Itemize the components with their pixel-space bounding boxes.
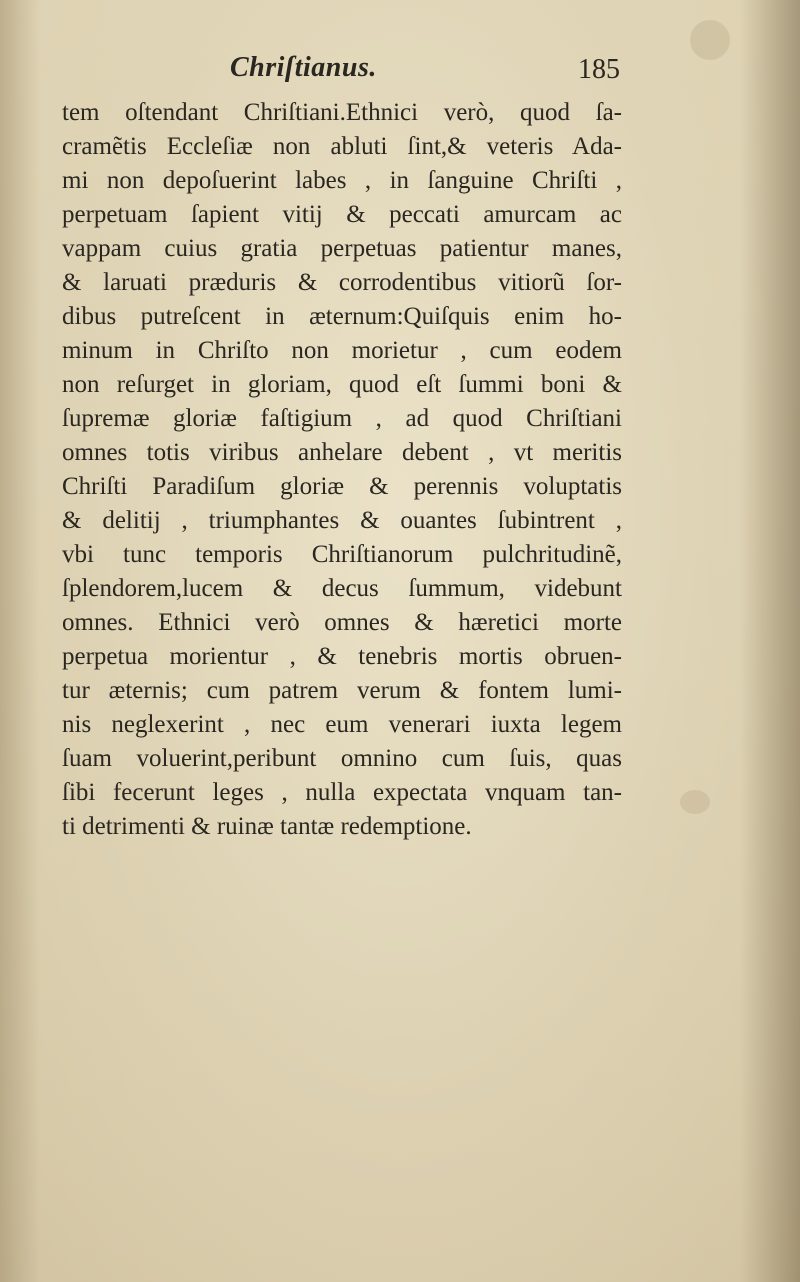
text-line: ſplendorem,lucem & decus ſummum, videbunt <box>62 575 622 602</box>
text-line: Chriſti Paradiſum gloriæ & perennis voluptatis <box>62 473 622 500</box>
running-title: Chriſtianus. <box>230 52 377 83</box>
page-number: 185 <box>578 54 620 85</box>
text-line: tur æternis; cum patrem verum & fontem lumi- <box>62 677 622 704</box>
text-line: ti detrimenti & ruinæ tantæ redemptione. <box>62 813 472 840</box>
text-line: & laruati præduris & corrodentibus vitiorũ ſor- <box>62 269 622 296</box>
text-line: nis neglexerint , nec eum venerari iuxta legem <box>62 711 622 738</box>
text-line: non reſurget in gloriam, quod eſt ſummi boni & <box>62 371 622 398</box>
text-line: perpetua morientur , & tenebris mortis obruen- <box>62 643 622 670</box>
text-line: vbi tunc temporis Chriſtianorum pulchritudinẽ, <box>62 541 622 568</box>
paper-stain <box>690 20 730 60</box>
page-header <box>60 52 620 92</box>
text-line: vappam cuius gratia perpetuas patientur manes, <box>62 235 622 262</box>
text-line: tem oſtendant Chriſtiani.Ethnici verò, quod ſa- <box>62 99 622 126</box>
text-line: ſupremæ gloriæ faſtigium , ad quod Chriſtiani <box>62 405 622 432</box>
text-line: ſuam voluerint,peribunt omnino cum ſuis, quas <box>62 745 622 772</box>
text-line: omnes totis viribus anhelare debent , vt meritis <box>62 439 622 466</box>
text-line: & delitij , triumphantes & ouantes ſubintrent , <box>62 507 622 534</box>
text-line: cramẽtis Eccleſiæ non abluti ſint,& veteris Ada- <box>62 133 622 160</box>
text-line: dibus putreſcent in æternum:Quiſquis enim ho- <box>62 303 622 330</box>
text-line: perpetuam ſapient vitij & peccati amurcam ac <box>62 201 622 228</box>
text-line: minum in Chriſto non morietur , cum eodem <box>62 337 622 364</box>
text-line: mi non depoſuerint labes , in ſanguine Chriſti , <box>62 167 622 194</box>
text-line: ſibi fecerunt leges , nulla expectata vnquam tan- <box>62 779 622 806</box>
text-line: omnes. Ethnici verò omnes & hæretici morte <box>62 609 622 636</box>
body-text <box>62 96 622 844</box>
paper-stain <box>680 790 710 814</box>
